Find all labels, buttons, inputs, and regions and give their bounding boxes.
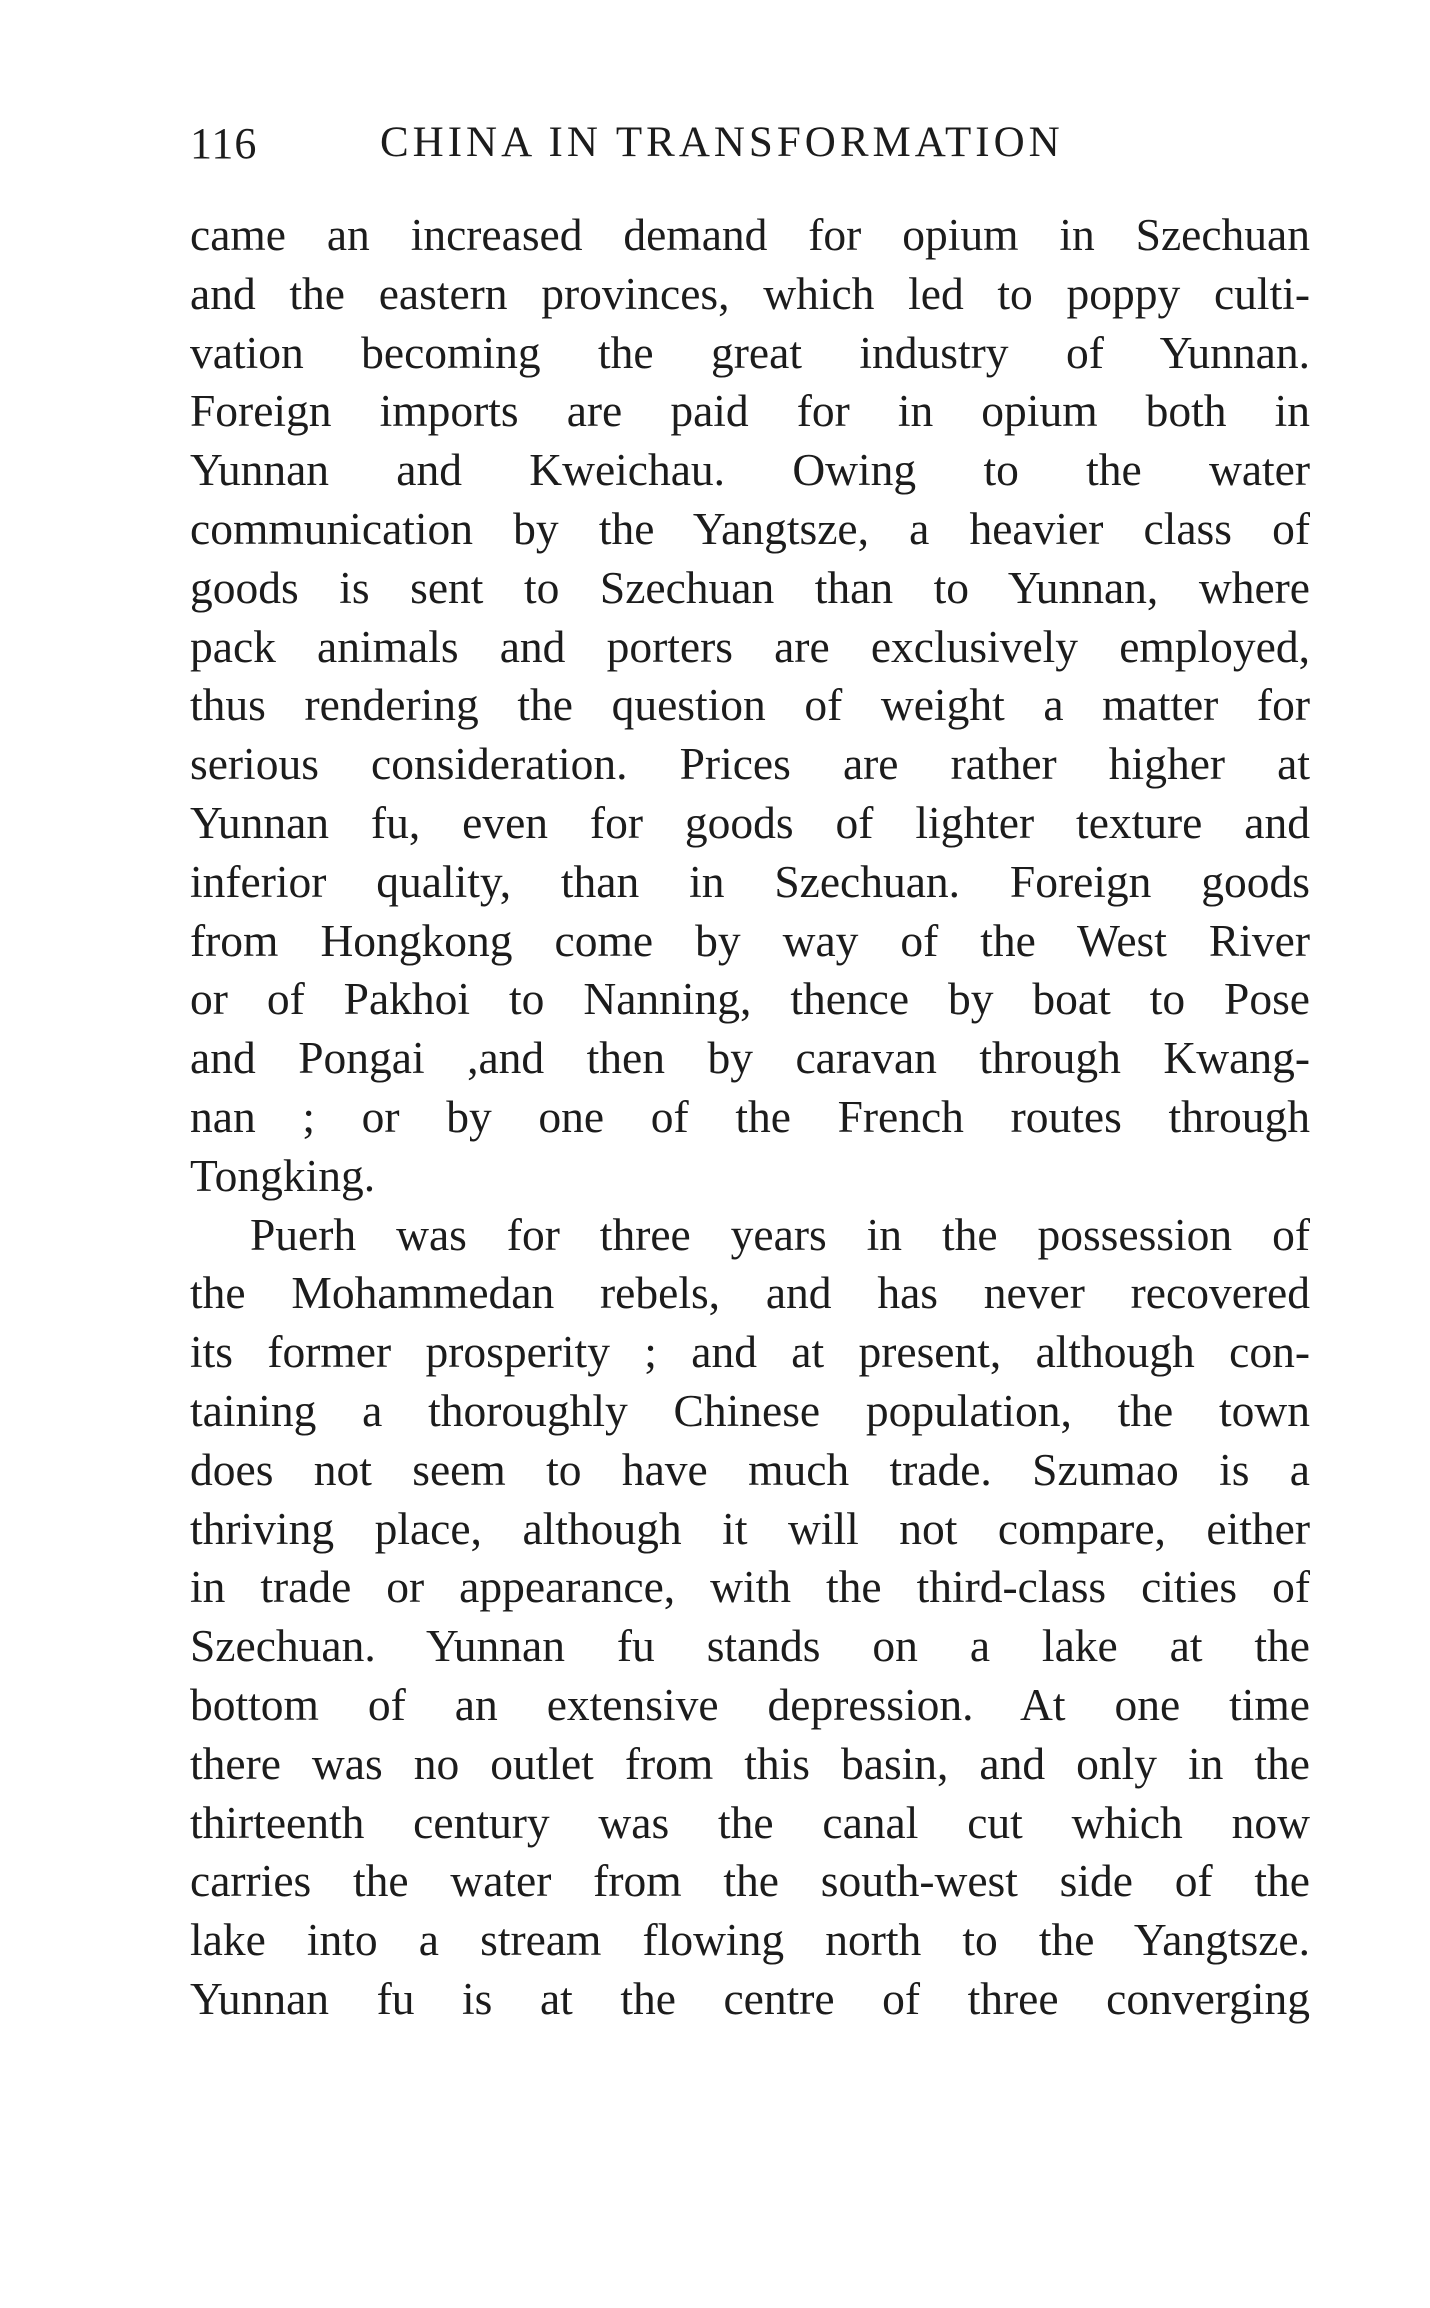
text-line: thriving place, although it will not compare, either — [190, 1502, 1310, 1554]
text-line: vation becoming the great industry of Yunnan. — [190, 326, 1310, 378]
text-line: pack animals and porters are exclusively employed, — [190, 620, 1310, 672]
text-line: carries the water from the south-west side of the — [190, 1855, 1310, 1907]
text-line: the Mohammedan rebels, and has never recovered — [190, 1267, 1310, 1319]
text-line: Yunnan and Kweichau. Owing to the water — [190, 444, 1310, 496]
text-line: thus rendering the question of weight a matter for — [190, 679, 1310, 731]
text-line: bottom of an extensive depression. At one time — [190, 1678, 1310, 1730]
paragraph-end-line: Tongking. — [190, 1149, 376, 1201]
text-line: and the eastern provinces, which led to poppy culti- — [190, 267, 1310, 319]
body-text — [190, 206, 1310, 2029]
text-line: communication by the Yangtsze, a heavier class of — [190, 502, 1310, 554]
text-line: or of Pakhoi to Nanning, thence by boat to Pose — [190, 973, 1310, 1025]
page-number: 116 — [190, 119, 258, 168]
text-line: serious consideration. Prices are rather higher at — [190, 738, 1310, 790]
text-line: Szechuan. Yunnan fu stands on a lake at the — [190, 1620, 1310, 1672]
text-line: from Hongkong come by way of the West River — [190, 914, 1310, 966]
paragraph-start-line: Puerh was for three years in the possession of — [250, 1208, 1310, 1260]
text-line: inferior quality, than in Szechuan. Foreign goods — [190, 855, 1310, 907]
running-head: CHINA IN TRANSFORMATION — [380, 119, 1064, 166]
text-line: lake into a stream flowing north to the Yangtsze. — [190, 1914, 1310, 1966]
text-line: taining a thoroughly Chinese population, the town — [190, 1384, 1310, 1436]
text-line: there was no outlet from this basin, and only in the — [190, 1737, 1310, 1789]
text-line: does not seem to have much trade. Szumao is a — [190, 1443, 1310, 1495]
text-line: goods is sent to Szechuan than to Yunnan, where — [190, 561, 1310, 613]
text-line: in trade or appearance, with the third-class cities of — [190, 1561, 1310, 1613]
text-line: nan ; or by one of the French routes through — [190, 1090, 1310, 1142]
text-line: its former prosperity ; and at present, although con- — [190, 1326, 1310, 1378]
text-line: and Pongai ,and then by caravan through Kwang- — [190, 1032, 1310, 1084]
text-line: Foreign imports are paid for in opium both in — [190, 385, 1310, 437]
text-line: thirteenth century was the canal cut which now — [190, 1796, 1310, 1848]
text-line: Yunnan fu is at the centre of three converging — [190, 1972, 1310, 2024]
text-line: Yunnan fu, even for goods of lighter texture and — [190, 796, 1310, 848]
text-line: came an increased demand for opium in Szechuan — [190, 209, 1310, 260]
page-header — [190, 118, 1310, 178]
